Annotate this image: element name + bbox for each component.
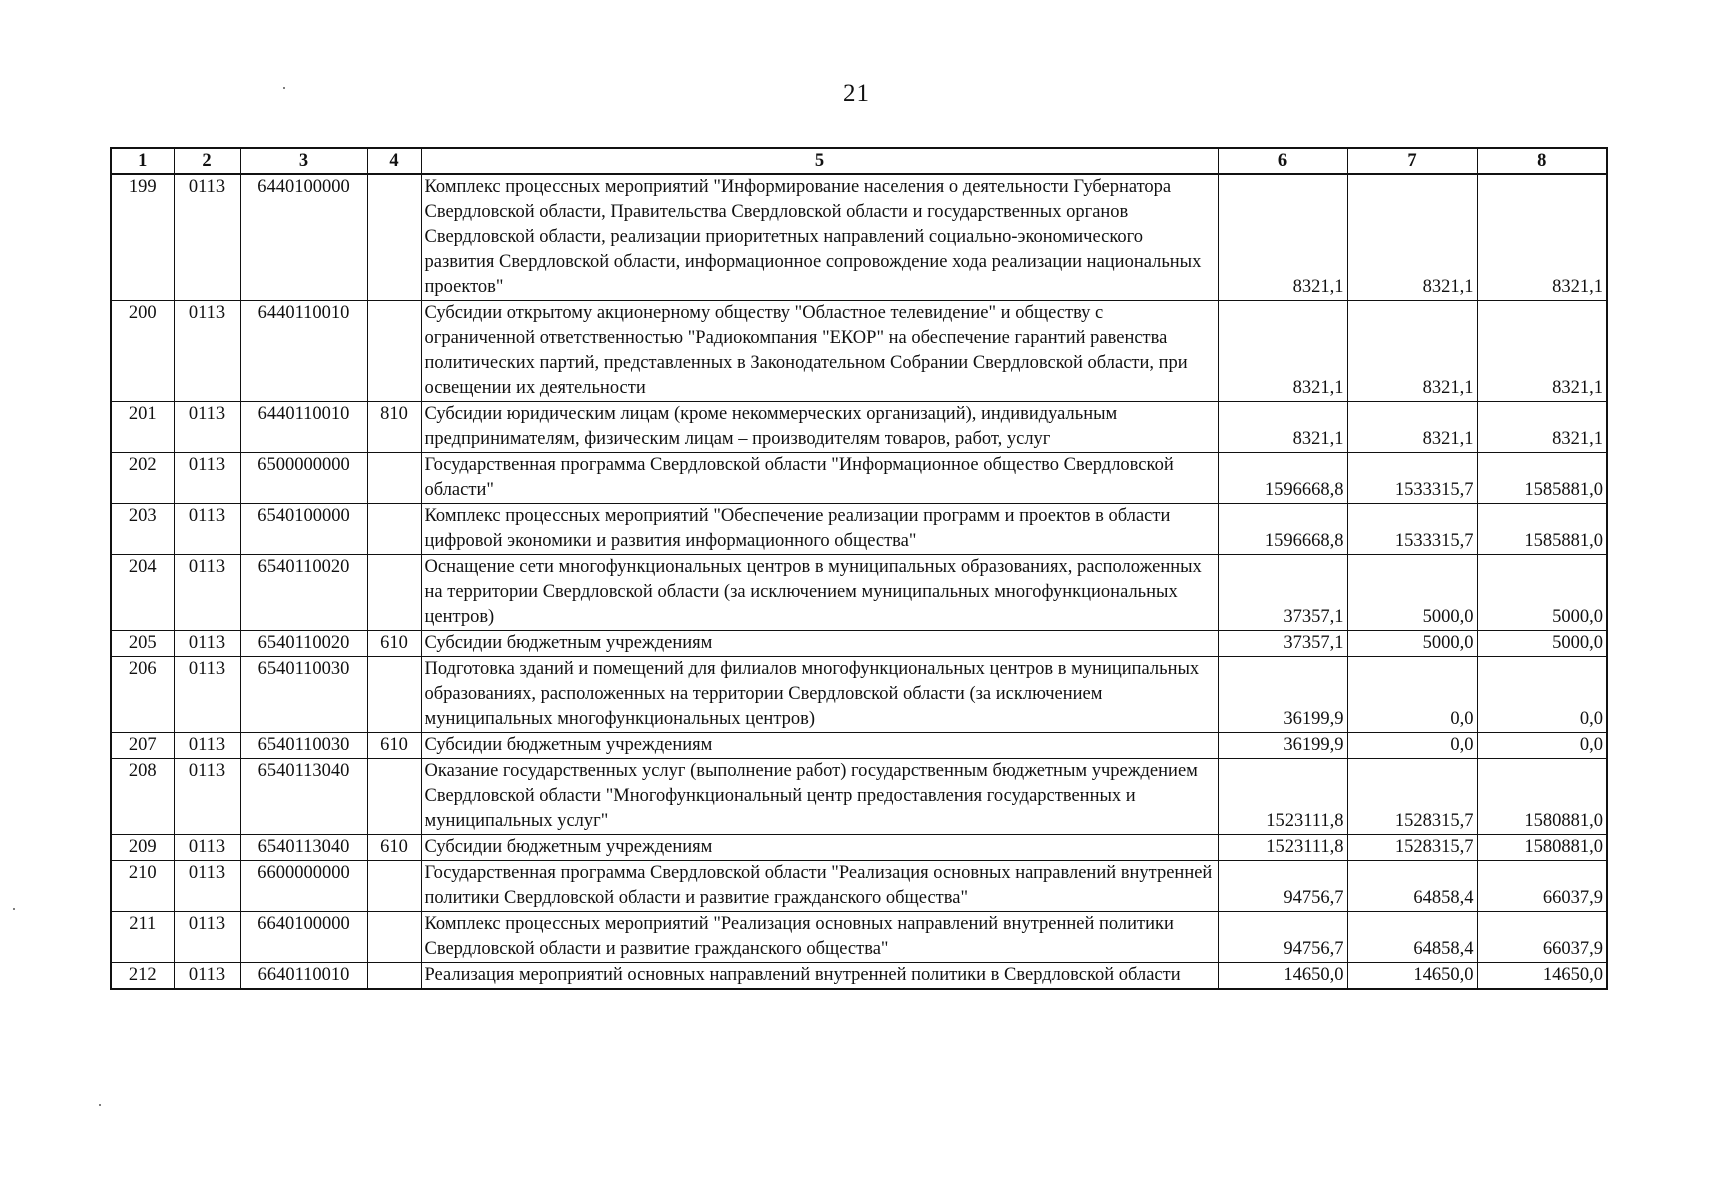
amount-col-6: 94756,7 xyxy=(1218,861,1347,912)
row-number: 199 xyxy=(111,174,174,301)
amount-col-7: 64858,4 xyxy=(1347,912,1477,963)
table-row xyxy=(111,555,1607,631)
amount-col-7: 5000,0 xyxy=(1347,555,1477,631)
amount-col-7: 8321,1 xyxy=(1347,174,1477,301)
item-name: Реализация мероприятий основных направлений внутренней политики в Свердловской области xyxy=(421,963,1218,990)
amount-col-6: 36199,9 xyxy=(1218,657,1347,733)
target-article-code: 6540110030 xyxy=(240,733,367,759)
table-row xyxy=(111,301,1607,402)
item-name: Субсидии бюджетным учреждениям xyxy=(421,835,1218,861)
amount-col-7: 0,0 xyxy=(1347,657,1477,733)
amount-col-8: 8321,1 xyxy=(1477,301,1607,402)
row-number: 202 xyxy=(111,453,174,504)
col-header-7: 7 xyxy=(1347,148,1477,174)
row-number: 211 xyxy=(111,912,174,963)
table-row xyxy=(111,861,1607,912)
amount-col-7: 1533315,7 xyxy=(1347,453,1477,504)
item-name: Комплекс процессных мероприятий "Информирование населения о деятельности Губернатора Свердловской области, Правительства Свердловской области и государственных органов Свердловской области, реализации приоритетных направлений социально-экономического развития Свердловской области, информационное сопровождение хода реализации национальных проектов" xyxy=(421,174,1218,301)
scan-speck xyxy=(283,87,285,89)
table-row xyxy=(111,733,1607,759)
expense-type-code xyxy=(367,759,421,835)
amount-col-8: 1580881,0 xyxy=(1477,835,1607,861)
amount-col-7: 0,0 xyxy=(1347,733,1477,759)
amount-col-8: 8321,1 xyxy=(1477,174,1607,301)
item-name: Комплекс процессных мероприятий "Реализация основных направлений внутренней политики Свердловской области и развитие гражданского общества" xyxy=(421,912,1218,963)
row-number: 207 xyxy=(111,733,174,759)
target-article-code: 6540113040 xyxy=(240,835,367,861)
table-row xyxy=(111,174,1607,301)
item-name: Комплекс процессных мероприятий "Обеспечение реализации программ и проектов в области цифровой экономики и развития информационного общества" xyxy=(421,504,1218,555)
expense-type-code xyxy=(367,453,421,504)
amount-col-6: 8321,1 xyxy=(1218,402,1347,453)
row-number: 206 xyxy=(111,657,174,733)
row-number: 200 xyxy=(111,301,174,402)
amount-col-6: 8321,1 xyxy=(1218,174,1347,301)
expense-type-code: 610 xyxy=(367,631,421,657)
expense-type-code: 610 xyxy=(367,733,421,759)
expense-type-code xyxy=(367,861,421,912)
target-article-code: 6540113040 xyxy=(240,759,367,835)
target-article-code: 6640110010 xyxy=(240,963,367,990)
amount-col-7: 14650,0 xyxy=(1347,963,1477,990)
target-article-code: 6440100000 xyxy=(240,174,367,301)
amount-col-6: 1596668,8 xyxy=(1218,453,1347,504)
amount-col-6: 36199,9 xyxy=(1218,733,1347,759)
expense-type-code: 610 xyxy=(367,835,421,861)
section-code: 0113 xyxy=(174,555,240,631)
row-number: 209 xyxy=(111,835,174,861)
target-article-code: 6440110010 xyxy=(240,301,367,402)
scan-speck xyxy=(99,1104,101,1106)
table-row xyxy=(111,963,1607,990)
item-name: Оснащение сети многофункциональных центров в муниципальных образованиях, расположенных на территории Свердловской области (за исключением муниципальных многофункциональных центров) xyxy=(421,555,1218,631)
amount-col-8: 1580881,0 xyxy=(1477,759,1607,835)
scan-speck xyxy=(13,908,15,910)
section-code: 0113 xyxy=(174,631,240,657)
amount-col-7: 8321,1 xyxy=(1347,402,1477,453)
expense-type-code xyxy=(367,504,421,555)
item-name: Субсидии бюджетным учреждениям xyxy=(421,733,1218,759)
expense-type-code xyxy=(367,963,421,990)
item-name: Подготовка зданий и помещений для филиалов многофункциональных центров в муниципальных образованиях, расположенных на территории Свердловской области (за исключением муниципальных многофункциональных центров) xyxy=(421,657,1218,733)
amount-col-6: 1523111,8 xyxy=(1218,759,1347,835)
expense-type-code xyxy=(367,657,421,733)
amount-col-6: 94756,7 xyxy=(1218,912,1347,963)
amount-col-8: 66037,9 xyxy=(1477,861,1607,912)
col-header-5: 5 xyxy=(421,148,1218,174)
section-code: 0113 xyxy=(174,835,240,861)
amount-col-6: 37357,1 xyxy=(1218,555,1347,631)
page-number: 21 xyxy=(843,80,870,107)
amount-col-7: 1533315,7 xyxy=(1347,504,1477,555)
amount-col-6: 8321,1 xyxy=(1218,301,1347,402)
col-header-1: 1 xyxy=(111,148,174,174)
amount-col-8: 14650,0 xyxy=(1477,963,1607,990)
table-row xyxy=(111,912,1607,963)
target-article-code: 6540110020 xyxy=(240,631,367,657)
expense-type-code xyxy=(367,301,421,402)
section-code: 0113 xyxy=(174,912,240,963)
amount-col-7: 8321,1 xyxy=(1347,301,1477,402)
table-row xyxy=(111,631,1607,657)
amount-col-7: 64858,4 xyxy=(1347,861,1477,912)
col-header-3: 3 xyxy=(240,148,367,174)
item-name: Государственная программа Свердловской области "Информационное общество Свердловской области" xyxy=(421,453,1218,504)
expense-type-code xyxy=(367,174,421,301)
col-header-4: 4 xyxy=(367,148,421,174)
row-number: 210 xyxy=(111,861,174,912)
target-article-code: 6540110020 xyxy=(240,555,367,631)
amount-col-8: 66037,9 xyxy=(1477,912,1607,963)
amount-col-8: 1585881,0 xyxy=(1477,504,1607,555)
item-name: Оказание государственных услуг (выполнение работ) государственным бюджетным учреждением Свердловской области "Многофункциональный центр предоставления государственных и муниципальных услуг" xyxy=(421,759,1218,835)
section-code: 0113 xyxy=(174,402,240,453)
item-name: Субсидии бюджетным учреждениям xyxy=(421,631,1218,657)
amount-col-6: 1596668,8 xyxy=(1218,504,1347,555)
amount-col-7: 1528315,7 xyxy=(1347,759,1477,835)
amount-col-8: 5000,0 xyxy=(1477,631,1607,657)
section-code: 0113 xyxy=(174,657,240,733)
table-row xyxy=(111,402,1607,453)
section-code: 0113 xyxy=(174,301,240,402)
section-code: 0113 xyxy=(174,733,240,759)
table-row xyxy=(111,657,1607,733)
item-name: Государственная программа Свердловской области "Реализация основных направлений внутренней политики Свердловской области и развитие гражданского общества" xyxy=(421,861,1218,912)
target-article-code: 6540100000 xyxy=(240,504,367,555)
row-number: 205 xyxy=(111,631,174,657)
section-code: 0113 xyxy=(174,453,240,504)
amount-col-6: 1523111,8 xyxy=(1218,835,1347,861)
section-code: 0113 xyxy=(174,174,240,301)
target-article-code: 6440110010 xyxy=(240,402,367,453)
target-article-code: 6640100000 xyxy=(240,912,367,963)
section-code: 0113 xyxy=(174,861,240,912)
amount-col-8: 0,0 xyxy=(1477,733,1607,759)
section-code: 0113 xyxy=(174,963,240,990)
item-name: Субсидии юридическим лицам (кроме некоммерческих организаций), индивидуальным предпринимателям, физическим лицам – производителям товаров, работ, услуг xyxy=(421,402,1218,453)
amount-col-8: 8321,1 xyxy=(1477,402,1607,453)
amount-col-7: 1528315,7 xyxy=(1347,835,1477,861)
item-name: Субсидии открытому акционерному обществу "Областное телевидение" и обществу с ограниченной ответственностью "Радиокомпания "ЕКОР" на обеспечение гарантий равенства политических партий, представленных в Законодательном Собрании Свердловской области, при освещении их деятельности xyxy=(421,301,1218,402)
table-row xyxy=(111,759,1607,835)
table-row xyxy=(111,835,1607,861)
header-row xyxy=(111,148,1607,174)
row-number: 208 xyxy=(111,759,174,835)
amount-col-6: 37357,1 xyxy=(1218,631,1347,657)
col-header-6: 6 xyxy=(1218,148,1347,174)
target-article-code: 6600000000 xyxy=(240,861,367,912)
col-header-8: 8 xyxy=(1477,148,1607,174)
expense-type-code: 810 xyxy=(367,402,421,453)
row-number: 203 xyxy=(111,504,174,555)
amount-col-8: 0,0 xyxy=(1477,657,1607,733)
amount-col-7: 5000,0 xyxy=(1347,631,1477,657)
target-article-code: 6540110030 xyxy=(240,657,367,733)
row-number: 204 xyxy=(111,555,174,631)
amount-col-8: 1585881,0 xyxy=(1477,453,1607,504)
target-article-code: 6500000000 xyxy=(240,453,367,504)
row-number: 212 xyxy=(111,963,174,990)
expense-type-code xyxy=(367,912,421,963)
section-code: 0113 xyxy=(174,504,240,555)
budget-table xyxy=(110,147,1608,990)
amount-col-6: 14650,0 xyxy=(1218,963,1347,990)
col-header-2: 2 xyxy=(174,148,240,174)
table-row xyxy=(111,504,1607,555)
expense-type-code xyxy=(367,555,421,631)
row-number: 201 xyxy=(111,402,174,453)
table-row xyxy=(111,453,1607,504)
section-code: 0113 xyxy=(174,759,240,835)
amount-col-8: 5000,0 xyxy=(1477,555,1607,631)
